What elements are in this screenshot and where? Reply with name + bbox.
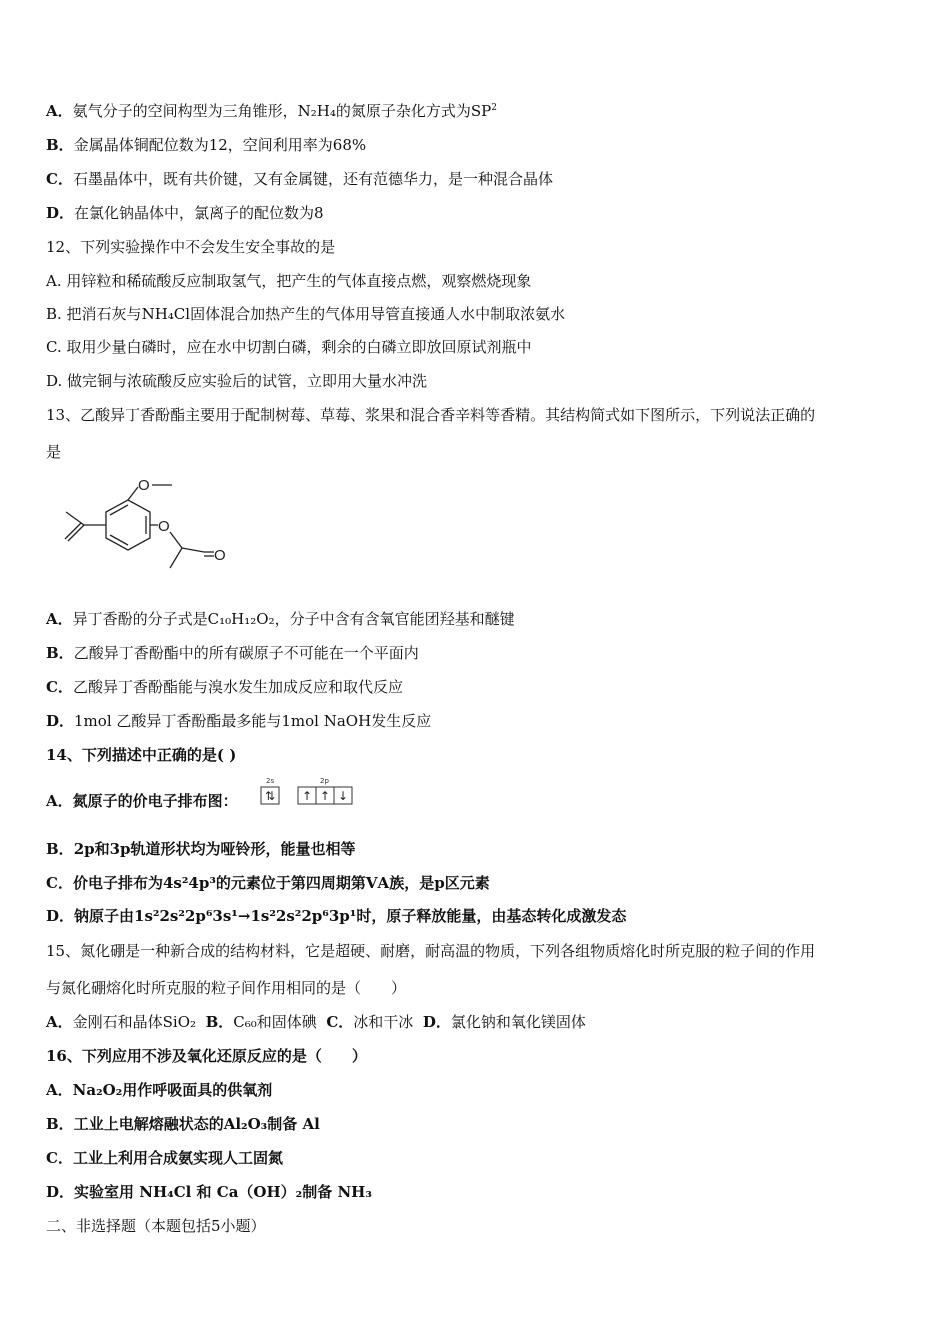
q14-stem: 14、下列描述中正确的是( ) (46, 746, 237, 764)
q15-stem-line2: 与氮化硼熔化时所克服的粒子间作用相同的是（ ） (46, 979, 407, 997)
q11-option-c: C．石墨晶体中，既有共价键，又有金属键，还有范德华力，是一种混合晶体 (46, 170, 553, 188)
electron-pair-2s: ⇅ (264, 789, 276, 803)
option-label: D． (46, 204, 75, 222)
option-label: C． (46, 170, 73, 188)
electron-2p-1: ↑ (301, 789, 313, 803)
electron-configuration: 1s²2s²2p⁶3s¹ (134, 907, 238, 925)
oxygen-ester-label: O (158, 518, 170, 535)
q16-option-a: A．Na₂O₂用作呼吸面具的供氧剂 (46, 1081, 273, 1099)
q13-option-d: D．1mol 乙酸异丁香酚酯最多能与1mol NaOH发生反应 (46, 712, 432, 730)
formula: Na₂O₂ (72, 1081, 123, 1099)
q13-option-c: C．乙酸异丁香酚酯能与溴水发生加成反应和取代反应 (46, 678, 403, 696)
electron-configuration: 1s²2s²2p⁶3p¹ (250, 907, 357, 925)
option-label: B． (46, 136, 74, 154)
q12-stem: 12、下列实验操作中不会发生安全事故的是 (46, 238, 336, 256)
orbital-diagram (258, 776, 362, 808)
q16-option-c: C．工业上利用合成氨实现人工固氮 (46, 1149, 283, 1167)
section-heading: 二、非选择题（本题包括5小题） (46, 1217, 266, 1235)
option-label: A． (46, 102, 73, 120)
q12-option-c: C. 取用少量白磷时，应在水中切割白磷，剩余的白磷立即放回原试剂瓶中 (46, 338, 532, 356)
q15-options: A．金刚石和晶体SiO₂ B．C₆₀和固体碘 C．冰和干冰 D．氯化钠和氧化镁固体 (46, 1013, 586, 1031)
q15-stem-line1: 15、氮化硼是一种新合成的结构材料，它是超硬、耐磨，耐高温的物质，下列各组物质熔化时所克服的粒子间的作用 (46, 942, 816, 960)
orbital-2p-caption: 2p (320, 777, 329, 785)
orbital-2s-caption: 2s (266, 777, 275, 785)
q12-option-d: D. 做完铜与浓硫酸反应实验后的试管，立即用大量水冲洗 (46, 372, 428, 390)
oxygen-carbonyl-label: O (214, 547, 226, 564)
q13-option-b: B．乙酸异丁香酚酯中的所有碳原子不可能在一个平面内 (46, 644, 419, 662)
arrow-icon: → (237, 907, 251, 925)
q16-option-b: B．工业上电解熔融状态的Al₂O₃制备 Al (46, 1115, 320, 1133)
electron-2p-2: ↑ (319, 789, 331, 803)
q16-option-d: D．实验室用 NH₄Cl 和 Ca（OH）₂制备 NH₃ (46, 1183, 372, 1201)
q11-option-a: A．氨气分子的空间构型为三角锥形，N₂H₄的氮原子杂化方式为$SP^2$ (46, 102, 498, 120)
formula: Al₂O₃ (223, 1115, 268, 1133)
q13-stem-line2: 是 (46, 443, 62, 461)
q14-option-d: D．钠原子由1s²2s²2p⁶3s¹→1s²2s²2p⁶3p¹时，原子释放能量，由基态转化成激发态 (46, 907, 627, 925)
formula: N₂H₄ (297, 102, 336, 120)
benzene-ring (106, 500, 150, 550)
q14-option-a: A．氮原子的价电子排布图： (46, 792, 238, 810)
q11-option-b: B．金属晶体铜配位数为12，空间利用率为68% (46, 136, 367, 154)
q11-option-d: D．在氯化钠晶体中，氯离子的配位数为8 (46, 204, 324, 222)
q16-stem: 16、下列应用不涉及氧化还原反应的是（ ） (46, 1047, 367, 1065)
q13-stem-line1: 13、乙酸异丁香酚酯主要用于配制树莓、草莓、浆果和混合香辛料等香精。其结构简式如下图所示，下列说法正确的 (46, 406, 816, 424)
q12-option-a: A. 用锌粒和稀硫酸反应制取氢气，把产生的气体直接点燃，观察燃烧现象 (46, 272, 532, 290)
electron-configuration: 4s²4p³ (162, 874, 216, 892)
formula: NH₄Cl (141, 305, 191, 323)
formula: C₁₀H₁₂O₂ (207, 610, 275, 628)
molecular-structure-diagram (46, 470, 236, 580)
q12-option-b: B. 把消石灰与NH₄Cl固体混合加热产生的气体用导管直接通人水中制取浓氨水 (46, 305, 566, 323)
electron-2p-3: ↓ (337, 789, 349, 803)
oxygen-methoxy-label: O (138, 477, 150, 494)
q14-option-c: C．价电子排布为4s²4p³的元素位于第四周期第ⅤA族，是p区元素 (46, 874, 490, 892)
q14-option-b: B．2p和3p轨道形状均为哑铃形，能量也相等 (46, 840, 356, 858)
q13-option-a: A．异丁香酚的分子式是C₁₀H₁₂O₂，分子中含有含氧官能团羟基和醚键 (46, 610, 515, 628)
